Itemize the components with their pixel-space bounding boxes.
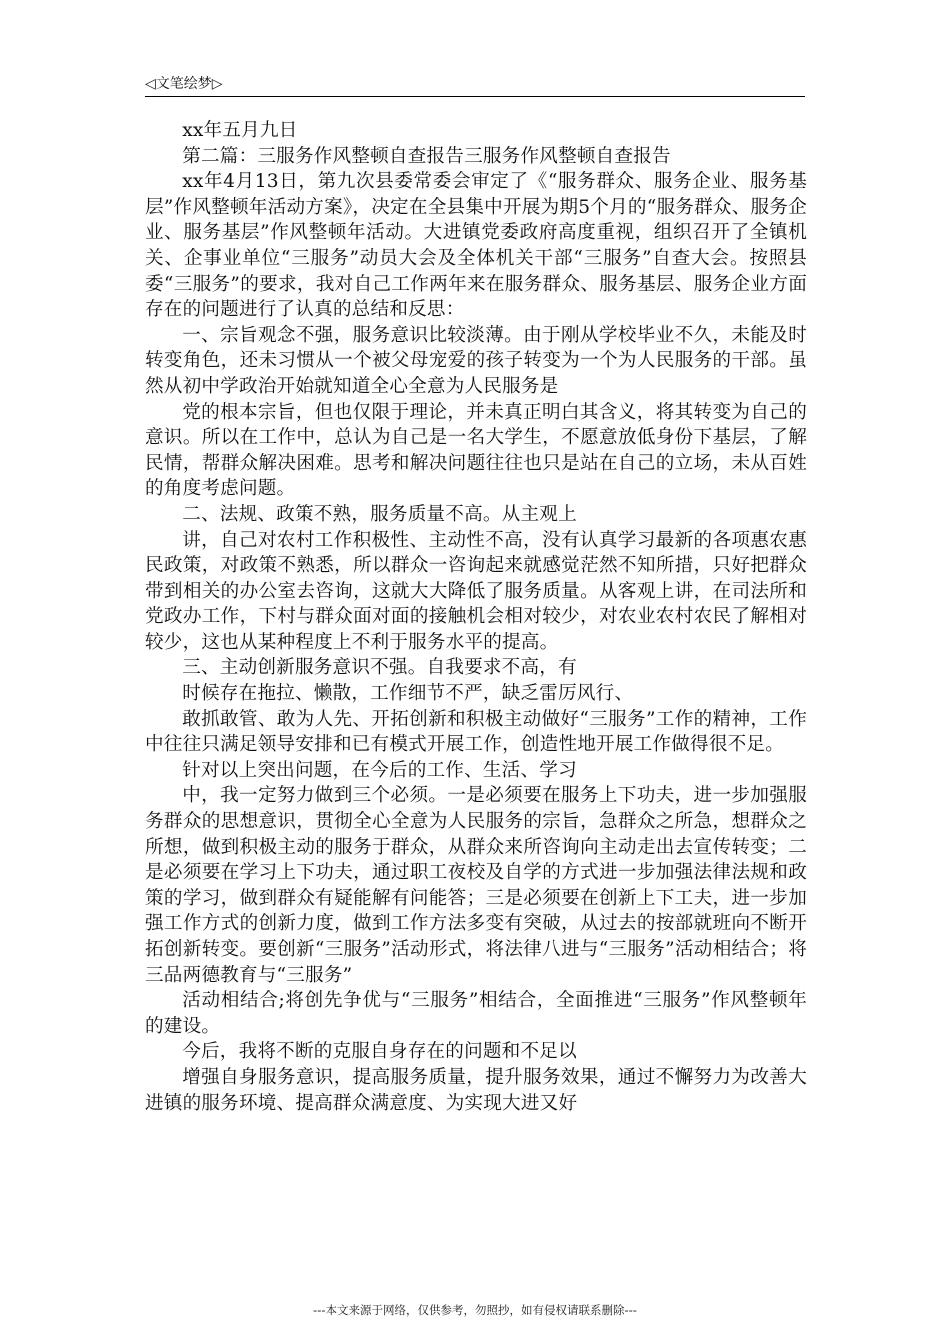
paragraph: 第二篇：三服务作风整顿自查报告三服务作风整顿自查报告	[182, 145, 671, 167]
page-footer: ---本文来源于网络，仅供参考，勿照抄，如有侵权请联系删除---	[313, 1303, 637, 1317]
paragraph: 一、宗旨观念不强，服务意识比较淡薄。由于刚从学校毕业不久，未能及时转变角色，还未习惯从一个被父母宠爱的孩子转变为一个为人民服务的干部。虽然从初中学政治开始就知道全心全意为人民服务是	[145, 324, 807, 397]
paragraph: 三、主动创新服务意识不强。自我要求不高，有	[182, 657, 577, 679]
paragraph: 今后，我将不断的克服自身存在的问题和不足以	[182, 1041, 577, 1063]
paragraph: 增强自身服务意识，提高服务质量，提升服务效果，通过不懈努力为改善大进镇的服务环境、提高群众满意度、为实现大进又好	[145, 1066, 807, 1114]
page-header	[145, 74, 805, 97]
header-title: ◁文笔绘梦▷	[145, 76, 223, 92]
paragraph: xx年五月九日	[182, 120, 298, 141]
paragraph: 讲，自己对农村工作积极性、主动性不高，没有认真学习最新的各项惠农惠民政策，对政策不熟悉，所以群众一咨询起来就感觉茫然不知所措，只好把群众带到相关的办公室去咨询，这就大大降低了服务质量。从客观上讲，在司法所和党政办工作，下村与群众面对面的接触机会相对较少，对农业农村农民了解相对较少，这也从某种程度上不利于服务水平的提高。	[145, 529, 807, 653]
paragraph: 二、法规、政策不熟，服务质量不高。从主观上	[182, 503, 577, 525]
paragraph: 时候存在拖拉、懒散，工作细节不严，缺乏雷厉风行、	[182, 683, 634, 705]
paragraph: 敢抓敢管、敢为人先、开拓创新和积极主动做好“三服务”工作的精神，工作中往往只满足领导安排和已有模式开展工作，创造性地开展工作做得很不足。	[145, 708, 807, 756]
paragraph: 活动相结合;将创先争优与“三服务”相结合，全面推进“三服务”作风整顿年的建设。	[145, 990, 807, 1037]
document-body	[145, 118, 807, 1116]
paragraph: xx年4月13日，第九次县委常委会审定了《“服务群众、服务企业、服务基层”作风整顿年活动方案》，决定在全县集中开展为期5个月的“服务群众、服务企业、服务基层”作风整顿年活动。大进镇党委政府高度重视，组织召开了全镇机关、企事业单位“三服务”动员大会及全体机关干部“三服务”自查大会。按照县委“三服务”的要求，我对自己工作两年来在服务群众、服务基层、服务企业方面存在的问题进行了认真的总结和反思：	[145, 171, 807, 321]
paragraph: 党的根本宗旨，但也仅限于理论，并未真正明白其含义，将其转变为自己的意识。所以在工作中，总认为自己是一名大学生，不愿意放低身份下基层，了解民情，帮群众解决困难。思考和解决问题往往也只是站在自己的立场，未从百姓的角度考虑问题。	[145, 401, 807, 500]
paragraph: 针对以上突出问题，在今后的工作、生活、学习	[182, 759, 577, 781]
paragraph: 中，我一定努力做到三个必须。一是必须要在服务上下功夫，进一步加强服务群众的思想意识，贯彻全心全意为人民服务的宗旨，急群众之所急，想群众之所想，做到积极主动的服务于群众，从群众来所咨询向主动走出去宣传转变；二是必须要在学习上下功夫，通过职工夜校及自学的方式进一步加强法律法规和政策的学习，做到群众有疑能解有问能答；三是必须要在创新上下工夫，进一步加强工作方式的创新力度，做到工作方法多变有突破，从过去的按部就班向不断开拓创新转变。要创新“三服务”活动形式，将法律八进与“三服务”活动相结合；将三品两德教育与“三服务”	[145, 785, 807, 986]
